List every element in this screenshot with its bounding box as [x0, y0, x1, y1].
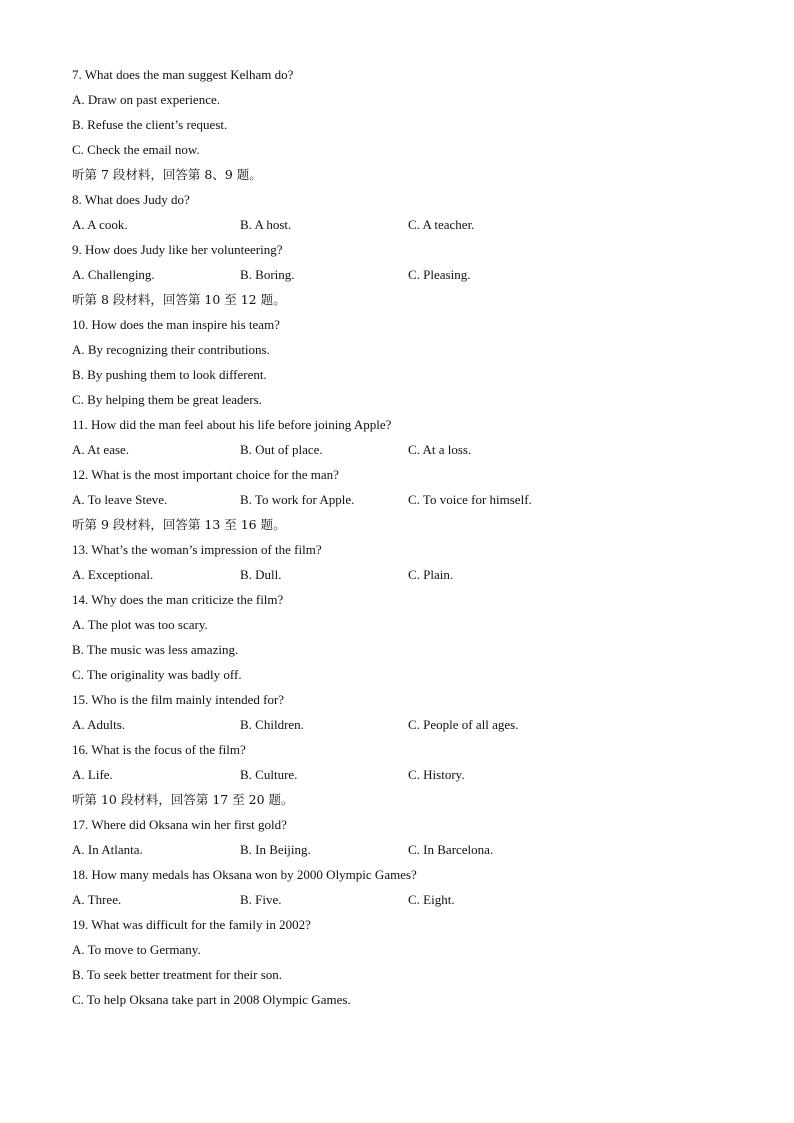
- question-text: 15. Who is the film mainly intended for?: [72, 692, 285, 707]
- answer-option: C. History.: [408, 767, 465, 782]
- answer-option: B. Children.: [240, 717, 304, 732]
- answer-option: C. The originality was badly off.: [72, 667, 242, 682]
- answer-option: B. In Beijing.: [240, 842, 311, 857]
- option-row: [72, 887, 732, 912]
- answer-option: C. In Barcelona.: [408, 842, 494, 857]
- answer-option: B. Refuse the client’s request.: [72, 117, 228, 132]
- answer-option: A. The plot was too scary.: [72, 617, 208, 632]
- option-row: [72, 712, 732, 737]
- answer-option: C. By helping them be great leaders.: [72, 392, 262, 407]
- answer-option: A. By recognizing their contributions.: [72, 342, 270, 357]
- answer-option: A. Three.: [72, 892, 122, 907]
- question-text: 11. How did the man feel about his life before joining Apple?: [72, 417, 392, 432]
- answer-option: A. To leave Steve.: [72, 492, 168, 507]
- question-list: [72, 62, 732, 1012]
- answer-option: B. Out of place.: [240, 442, 323, 457]
- answer-option: B. Culture.: [240, 767, 298, 782]
- answer-option: C. Eight.: [408, 892, 455, 907]
- option-row: [72, 562, 732, 587]
- answer-option: B. By pushing them to look different.: [72, 367, 267, 382]
- answer-option: C. People of all ages.: [408, 717, 519, 732]
- question-text: 18. How many medals has Oksana won by 2000 Olympic Games?: [72, 867, 417, 882]
- question-text: 9. How does Judy like her volunteering?: [72, 242, 283, 257]
- answer-option: C. Plain.: [408, 567, 454, 582]
- answer-option: C. Pleasing.: [408, 267, 471, 282]
- answer-option: A. To move to Germany.: [72, 942, 201, 957]
- answer-option: A. Adults.: [72, 717, 126, 732]
- answer-option: B. To seek better treatment for their son.: [72, 967, 283, 982]
- answer-option: A. At ease.: [72, 442, 130, 457]
- section-instruction: 听第 7 段材料，回答第 8、9 题。: [72, 167, 262, 182]
- question-text: 7. What does the man suggest Kelham do?: [72, 67, 294, 82]
- answer-option: B. The music was less amazing.: [72, 642, 239, 657]
- section-instruction: 听第 9 段材料，回答第 13 至 16 题。: [72, 517, 286, 532]
- option-row: [72, 437, 732, 462]
- answer-option: B. Five.: [240, 892, 282, 907]
- answer-option: B. To work for Apple.: [240, 492, 355, 507]
- section-instruction: 听第 10 段材料，回答第 17 至 20 题。: [72, 792, 294, 807]
- question-text: 12. What is the most important choice for the man?: [72, 467, 339, 482]
- section-instruction: 听第 8 段材料，回答第 10 至 12 题。: [72, 292, 286, 307]
- answer-option: C. To help Oksana take part in 2008 Olympic Games.: [72, 992, 351, 1007]
- option-row: [72, 762, 732, 787]
- question-text: 10. How does the man inspire his team?: [72, 317, 280, 332]
- answer-option: A. Draw on past experience.: [72, 92, 220, 107]
- question-text: 8. What does Judy do?: [72, 192, 190, 207]
- question-text: 19. What was difficult for the family in 2002?: [72, 917, 311, 932]
- answer-option: B. Boring.: [240, 267, 295, 282]
- option-row: [72, 837, 732, 862]
- answer-option: A. Challenging.: [72, 267, 155, 282]
- answer-option: C. Check the email now.: [72, 142, 200, 157]
- answer-option: A. A cook.: [72, 217, 128, 232]
- answer-option: C. To voice for himself.: [408, 492, 532, 507]
- question-text: 14. Why does the man criticize the film?: [72, 592, 284, 607]
- question-text: 13. What’s the woman’s impression of the film?: [72, 542, 322, 557]
- question-text: 17. Where did Oksana win her first gold?: [72, 817, 287, 832]
- option-row: [72, 487, 732, 512]
- answer-option: C. A teacher.: [408, 217, 475, 232]
- answer-option: A. Life.: [72, 767, 113, 782]
- answer-option: C. At a loss.: [408, 442, 472, 457]
- option-row: [72, 262, 732, 287]
- question-text: 16. What is the focus of the film?: [72, 742, 246, 757]
- answer-option: A. In Atlanta.: [72, 842, 143, 857]
- answer-option: B. Dull.: [240, 567, 282, 582]
- option-row: [72, 212, 732, 237]
- answer-option: B. A host.: [240, 217, 292, 232]
- answer-option: A. Exceptional.: [72, 567, 154, 582]
